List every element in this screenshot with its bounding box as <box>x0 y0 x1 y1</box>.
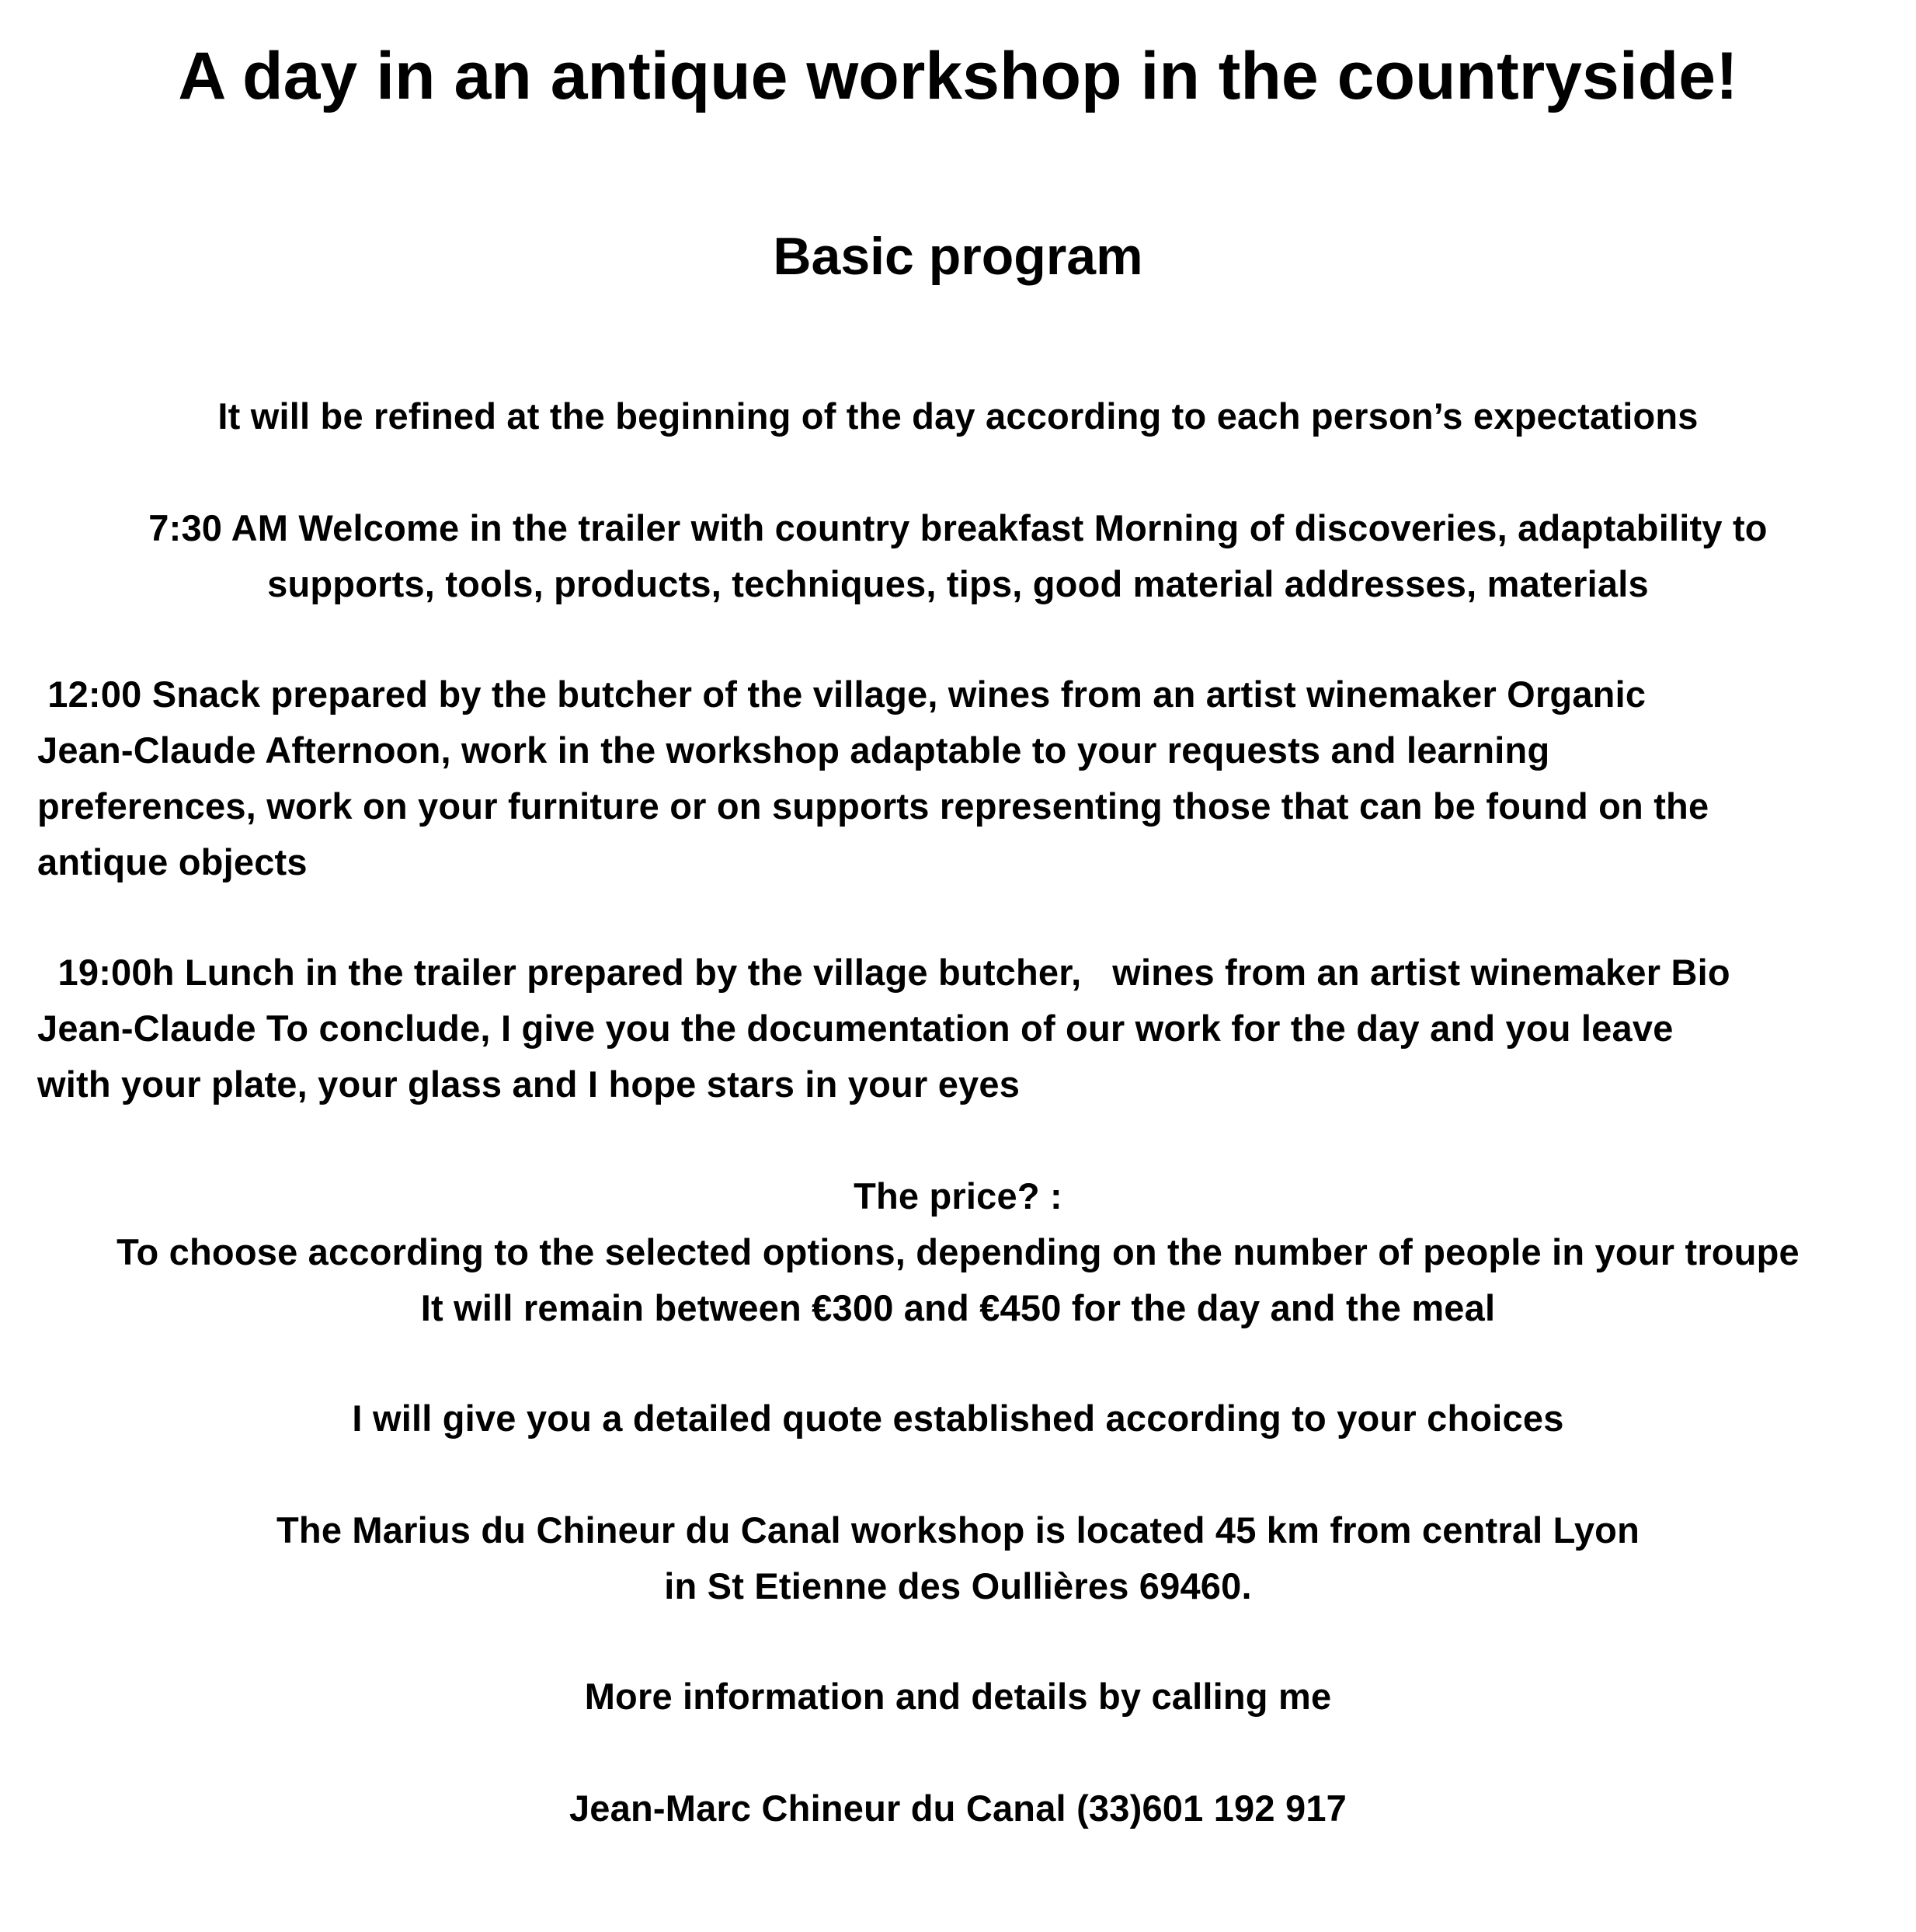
price-line: To choose according to the selected options, depending on the number of people in your troupe <box>116 1231 1800 1272</box>
noon-line: antique objects <box>37 841 308 882</box>
noon-line: 12:00 Snack prepared by the butcher of the village, wines from an artist winemaker Organic <box>37 674 1647 715</box>
intro-text: It will be refined at the beginning of the day according to each person’s expectations <box>217 395 1699 437</box>
contact-text: Jean-Marc Chineur du Canal (33)601 192 917 <box>569 1788 1347 1829</box>
quote-text: I will give you a detailed quote established according to your choices <box>352 1398 1564 1439</box>
evening-line: Jean-Claude To conclude, I give you the documentation of our work for the day and you leave <box>37 1008 1674 1049</box>
evening-line: 19:00h Lunch in the trailer prepared by the village butcher, wines from an artist winemaker Bio <box>37 952 1730 993</box>
morning-line: 7:30 AM Welcome in the trailer with country breakfast Morning of discoveries, adaptability to <box>148 507 1768 548</box>
noon-line: Jean-Claude Afternoon, work in the workshop adaptable to your requests and learning <box>37 729 1550 771</box>
more-info-text: More information and details by calling me <box>584 1676 1332 1717</box>
noon-line: preferences, work on your furniture or on supports representing those that can be found on the <box>37 785 1709 827</box>
price-line: It will remain between €300 and €450 for the day and the meal <box>420 1287 1496 1328</box>
morning-line: supports, tools, products, techniques, tips, good material addresses, materials <box>267 563 1649 604</box>
page-title: A day in an antique workshop in the countryside! <box>178 39 1738 113</box>
evening-line: with your plate, your glass and I hope stars in your eyes <box>37 1063 1021 1105</box>
location-line: The Marius du Chineur du Canal workshop is located 45 km from central Lyon <box>276 1509 1640 1551</box>
price-heading: The price? : <box>854 1175 1062 1217</box>
location-line: in St Etienne des Oullières 69460. <box>664 1565 1252 1607</box>
page-subtitle: Basic program <box>773 227 1143 286</box>
